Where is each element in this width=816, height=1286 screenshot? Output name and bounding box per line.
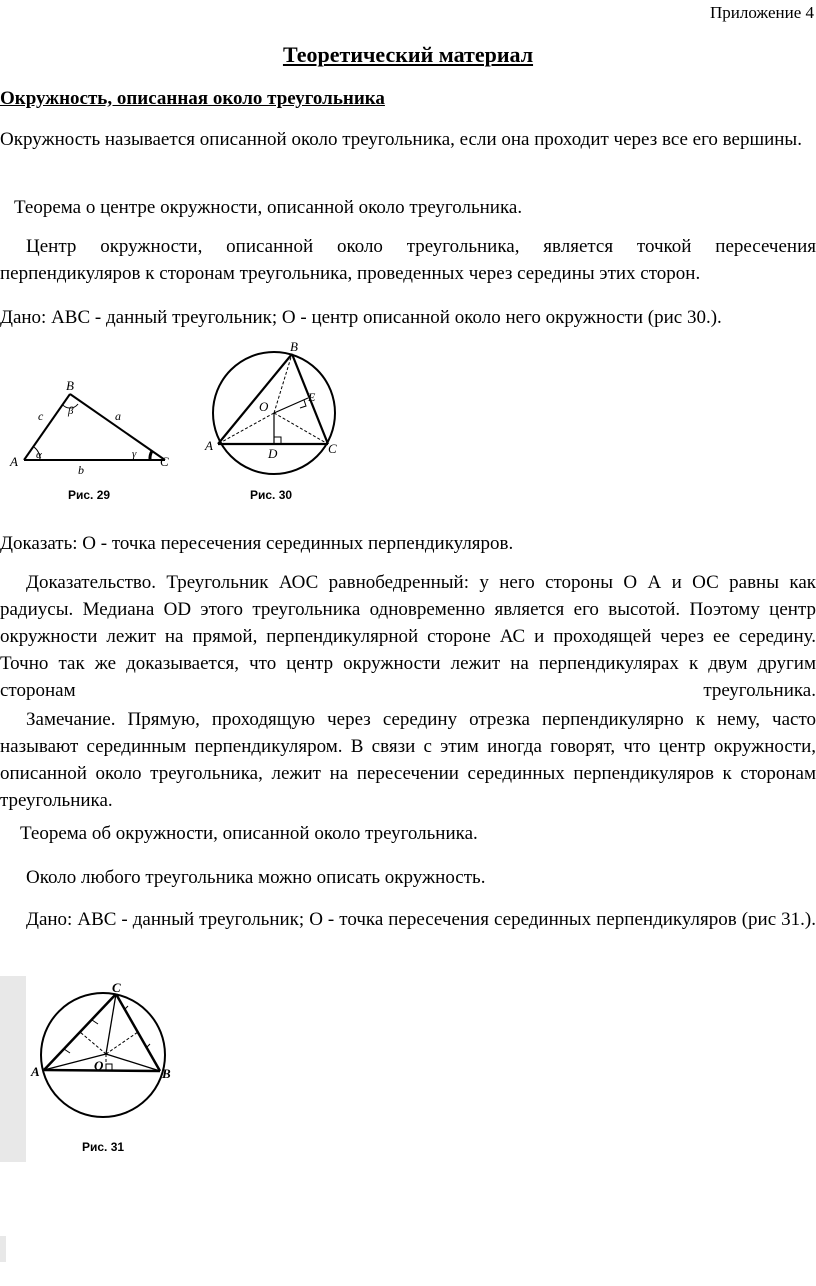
fig30-label-O: O [259, 399, 269, 414]
fig31-caption: Рис. 31 [82, 1140, 125, 1154]
paragraph-prove1: Доказать: О - точка пересечения серединных перпендикуляров. [0, 533, 514, 554]
paragraph-given1: Дано: АВС - данный треугольник; О - центр описанной около него окружности (рис 30.). [0, 307, 722, 328]
fig29-label-b: b [78, 463, 84, 477]
paragraph-theorem1-title: Теорема о центре окружности, описанной около треугольника. [14, 197, 523, 218]
paragraph-definition: Окружность называется описанной около треугольника, если она проходит через все его вершины. [0, 129, 802, 150]
fig29-label-gamma: γ [132, 448, 137, 460]
fig29-label-c: c [38, 409, 44, 423]
figure-29 [0, 372, 200, 507]
paragraph-remark: Замечание. Прямую, проходящую через середину отрезка перпендикулярно к нему, часто называют серединным перпендикуляром. В связи с этим иногда говорят, что центр окружности, описанной около треугольника, лежит на пересечении серединных перпендикуляров к сторонам треугольника. [0, 709, 816, 811]
paragraph-theorem2-title: Теорема об окружности, описанной около треугольника. [20, 823, 478, 844]
fig31-label-B: B [162, 1066, 171, 1081]
appendix-label: Приложение 4 [710, 3, 814, 22]
fig30-caption: Рис. 30 [250, 488, 293, 502]
fig29-label-A: A [10, 454, 18, 469]
fig29-caption: Рис. 29 [68, 488, 111, 502]
fig29-label-beta: β [68, 405, 74, 417]
fig31-label-C: C [112, 980, 121, 995]
fig29-label-B: B [66, 378, 74, 393]
fig30-label-D: D [268, 446, 278, 461]
fig29-label-C: C [160, 454, 169, 469]
figure-31-drawing [41, 993, 165, 1117]
paragraph-theorem1-text: Центр окружности, описанной около треугольника, является точкой пересечения перпендикуляров к сторонам треугольника, проведенных через середины этих сторон. [0, 236, 816, 284]
paragraph-proof1: Доказательство. Треугольник АОС равнобедренный: у него стороны О А и ОС равны как радиусы. Медиана OD этого треугольника одновременно является его высотой. Поэтому центр окружности лежит на прямой, перпендикулярной стороне АС и проходящей через ее середину. Точно так же доказывается, что центр окружности лежит на перпендикулярах к двум другим сторонам треугольника. [0, 572, 816, 701]
page-title: Теоретический материал [282, 42, 534, 67]
fig29-label-a: a [115, 409, 121, 423]
paragraph-theorem2-text: Около любого треугольника можно описать окружность. [26, 867, 486, 888]
fig29-label-alpha: α [36, 449, 42, 461]
margin-shade [0, 976, 26, 1162]
margin-shade-small [0, 1236, 6, 1262]
fig31-label-O: O [94, 1058, 104, 1073]
figure-30 [200, 338, 350, 488]
figure-31 [28, 980, 188, 1130]
fig30-label-E: E [308, 390, 316, 404]
section-title: Окружность, описанная около треугольника [0, 88, 385, 109]
fig31-label-A: A [31, 1064, 40, 1079]
figure-29-drawing [24, 394, 165, 460]
paragraph-given2: Дано: АВС - данный треугольник; О - точка пересечения серединных перпендикуляров (рис 31.). [26, 909, 816, 930]
fig30-label-C: C [328, 441, 337, 456]
fig30-label-B: B [290, 339, 298, 354]
fig30-label-A: A [205, 438, 213, 453]
